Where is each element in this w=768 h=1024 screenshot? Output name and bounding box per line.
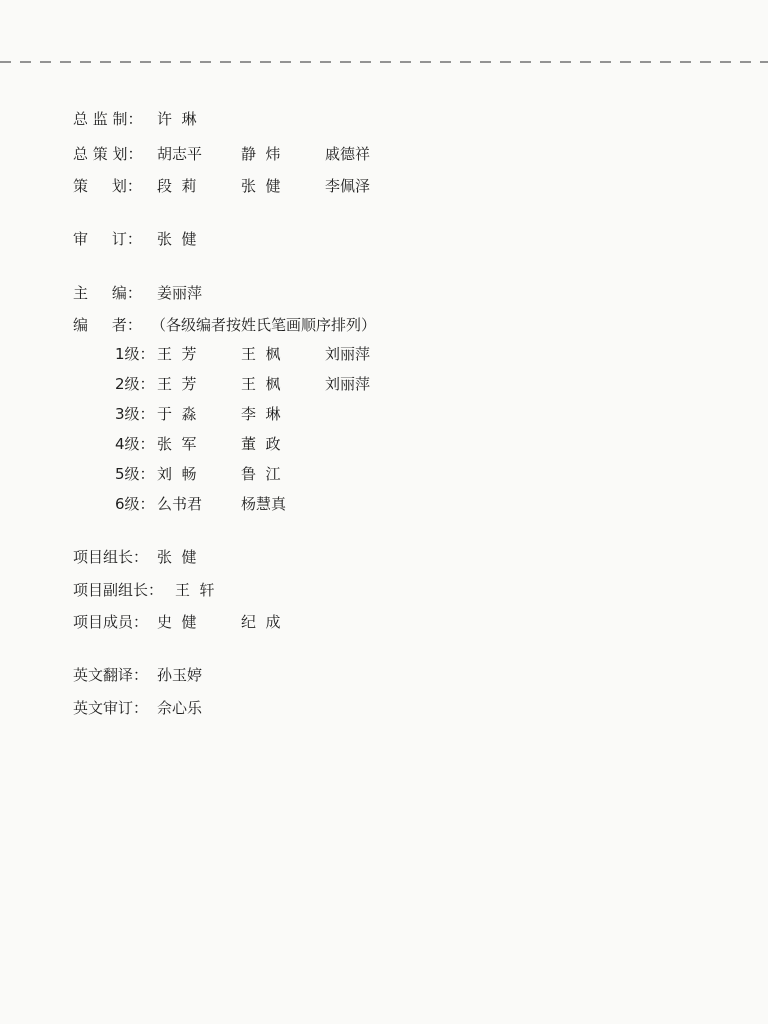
credit-label: 编 者：: [73, 316, 142, 334]
credit-name: 杨慧真: [241, 495, 287, 513]
level-label: 2级：: [115, 375, 155, 393]
credit-name: 胡志平: [157, 145, 203, 163]
credit-label: 审 订：: [73, 230, 142, 248]
credit-name: 王 枫: [241, 375, 281, 393]
credit-label: 总 策 划：: [73, 145, 143, 163]
credit-name: 王 芳: [157, 375, 197, 393]
credit-label: 项目组长：: [73, 548, 149, 566]
credit-name: 李佩泽: [325, 177, 371, 195]
credit-name: 于 淼: [157, 405, 197, 423]
credit-name: 王 轩: [175, 581, 215, 599]
credit-label: 项目副组长：: [73, 581, 164, 599]
credit-name: 纪 成: [241, 613, 281, 631]
credit-name: 鲁 江: [241, 465, 281, 483]
level-label: 6级：: [115, 495, 155, 513]
credit-name: 静 炜: [241, 145, 281, 163]
level-label: 5级：: [115, 465, 155, 483]
credit-name: 刘丽萍: [325, 345, 371, 363]
credit-label: 总 监 制：: [73, 110, 143, 128]
credit-name: 么书君: [157, 495, 203, 513]
credit-label: 项目成员：: [73, 613, 149, 631]
credit-name: 张 健: [157, 230, 197, 248]
credit-name: 王 芳: [157, 345, 197, 363]
level-label: 1级：: [115, 345, 155, 363]
credit-label: 英文翻译：: [73, 666, 149, 684]
level-label: 4级：: [115, 435, 155, 453]
editors-note: （各级编者按姓氏笔画顺序排列）: [151, 316, 377, 334]
credit-name: 刘丽萍: [325, 375, 371, 393]
credit-name: 孙玉婷: [157, 666, 203, 684]
credit-name: 许 琳: [157, 110, 197, 128]
level-label: 3级：: [115, 405, 155, 423]
credit-name: 董 政: [241, 435, 281, 453]
credit-name: 张 健: [157, 548, 197, 566]
credit-name: 佘心乐: [157, 699, 203, 717]
credit-name: 戚德祥: [325, 145, 371, 163]
credit-name: 刘 畅: [157, 465, 197, 483]
credit-name: 李 琳: [241, 405, 281, 423]
credit-name: 张 健: [241, 177, 281, 195]
credit-name: 张 军: [157, 435, 197, 453]
credit-name: 王 枫: [241, 345, 281, 363]
credit-label: 英文审订：: [73, 699, 149, 717]
credit-label: 策 划：: [73, 177, 142, 195]
credit-label: 主 编：: [73, 284, 142, 302]
credit-name: 段 莉: [157, 177, 197, 195]
credit-name: 姜丽萍: [157, 284, 203, 302]
credit-name: 史 健: [157, 613, 197, 631]
